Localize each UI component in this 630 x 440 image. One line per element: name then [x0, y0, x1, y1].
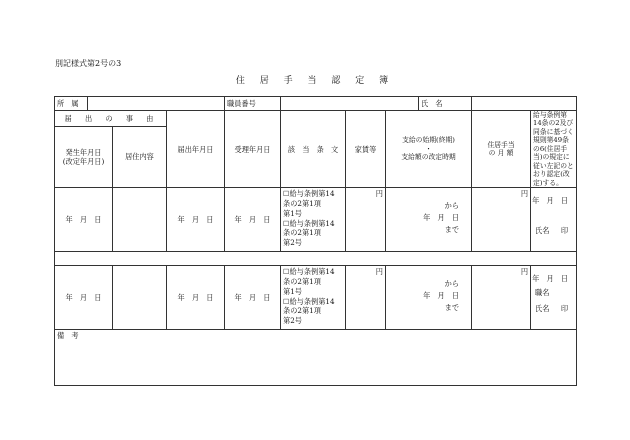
certification-header: 給与条例第14条の2及び同条に基づく規則第49条の6(住居手当)の規定に従い左記のとおり認定(改定)する。	[531, 111, 577, 188]
certification-cell[interactable]	[531, 266, 577, 330]
cert-seal: 印	[560, 226, 569, 236]
applicable-article-header: 該 当 条 文	[281, 111, 346, 188]
notification-group-header: 届 出 の 事 由	[55, 111, 167, 127]
article-option-2-line-3: 第2号	[283, 237, 302, 247]
article-option-2-line-1: ☐給与条例第14	[283, 218, 335, 228]
payment-period-header: 支給の始期(終期) ・ 支給額の改定時期	[386, 111, 472, 188]
applicable-article-cell[interactable]	[281, 266, 346, 330]
acceptance-date-header: 受理年月日	[225, 111, 281, 188]
name-field[interactable]	[472, 97, 577, 111]
residence-details-cell[interactable]	[113, 188, 167, 252]
spacer-cell	[55, 252, 577, 266]
remarks-row	[55, 330, 577, 386]
notification-date-cell[interactable]: 年 月 日	[167, 266, 225, 330]
form-title: 住 居 手 当 認 定 簿	[235, 76, 395, 86]
occurrence-date-cell[interactable]: 年 月 日	[55, 188, 113, 252]
article-option-1-line-3: 第1号	[283, 286, 302, 296]
period-from: から	[444, 201, 460, 211]
entry-row	[55, 266, 577, 330]
article-option-1-line-1: ☐給与条例第14	[283, 267, 335, 277]
residence-details-header: 居住内容	[113, 126, 167, 188]
header-row-top	[55, 111, 577, 127]
allowance-unit: 円	[520, 267, 529, 277]
name-label: 氏 名	[419, 97, 472, 111]
monthly-allowance-cell[interactable]	[472, 188, 531, 252]
occurrence-date-cell[interactable]: 年 月 日	[55, 266, 113, 330]
remarks-cell[interactable]	[55, 330, 577, 386]
residence-details-cell[interactable]	[113, 266, 167, 330]
rent-cell[interactable]	[346, 266, 386, 330]
rent-unit: 円	[375, 189, 383, 199]
article-option-2-line-1: ☐給与条例第14	[283, 296, 335, 306]
acceptance-date-cell[interactable]: 年 月 日	[225, 266, 281, 330]
payment-period-cell[interactable]	[386, 188, 472, 252]
affiliation-field[interactable]	[88, 97, 225, 111]
article-option-1-line-2: 条の2第1項	[283, 199, 321, 209]
employee-number-field[interactable]	[281, 97, 419, 111]
entry-row	[55, 188, 577, 252]
rent-unit: 円	[375, 267, 383, 277]
rent-header: 家賃等	[346, 111, 386, 188]
allowance-register-table	[54, 96, 577, 386]
period-date: 年 月 日	[423, 291, 460, 301]
period-date: 年 月 日	[423, 213, 460, 223]
remarks-label: 備 考	[57, 331, 79, 341]
certification-cell[interactable]	[531, 188, 577, 252]
period-until: まで	[444, 303, 460, 313]
applicable-article-cell[interactable]	[281, 188, 346, 252]
form-number: 別記様式第2号の3	[55, 59, 122, 68]
cert-name: 氏名	[535, 226, 550, 236]
period-until: まで	[444, 225, 460, 235]
identity-row	[55, 97, 577, 111]
article-option-2-line-2: 条の2第1項	[283, 306, 321, 316]
article-option-1-line-3: 第1号	[283, 208, 302, 218]
period-from: から	[444, 279, 460, 289]
affiliation-label: 所 属	[55, 97, 88, 111]
monthly-allowance-cell[interactable]	[472, 266, 531, 330]
rent-cell[interactable]	[346, 188, 386, 252]
cert-date: 年 月 日	[532, 274, 569, 284]
spacer-row	[55, 252, 577, 266]
cert-seal: 印	[560, 304, 569, 314]
article-option-1-line-2: 条の2第1項	[283, 277, 321, 287]
employee-number-label: 職員番号	[225, 97, 281, 111]
notification-date-cell[interactable]: 年 月 日	[167, 188, 225, 252]
cert-title: 職名	[535, 288, 550, 298]
occurrence-date-header: 発生年月日 (改定年月日)	[55, 126, 113, 188]
article-option-2-line-3: 第2号	[283, 315, 302, 325]
monthly-allowance-header: 住居手当 の 月 額	[472, 111, 531, 188]
payment-period-cell[interactable]	[386, 266, 472, 330]
article-option-1-line-1: ☐給与条例第14	[283, 189, 335, 199]
acceptance-date-cell[interactable]: 年 月 日	[225, 188, 281, 252]
notification-date-header: 届出年月日	[167, 111, 225, 188]
article-option-2-line-2: 条の2第1項	[283, 228, 321, 238]
allowance-unit: 円	[520, 189, 529, 199]
cert-name: 氏名	[535, 304, 550, 314]
cert-date: 年 月 日	[532, 196, 569, 206]
